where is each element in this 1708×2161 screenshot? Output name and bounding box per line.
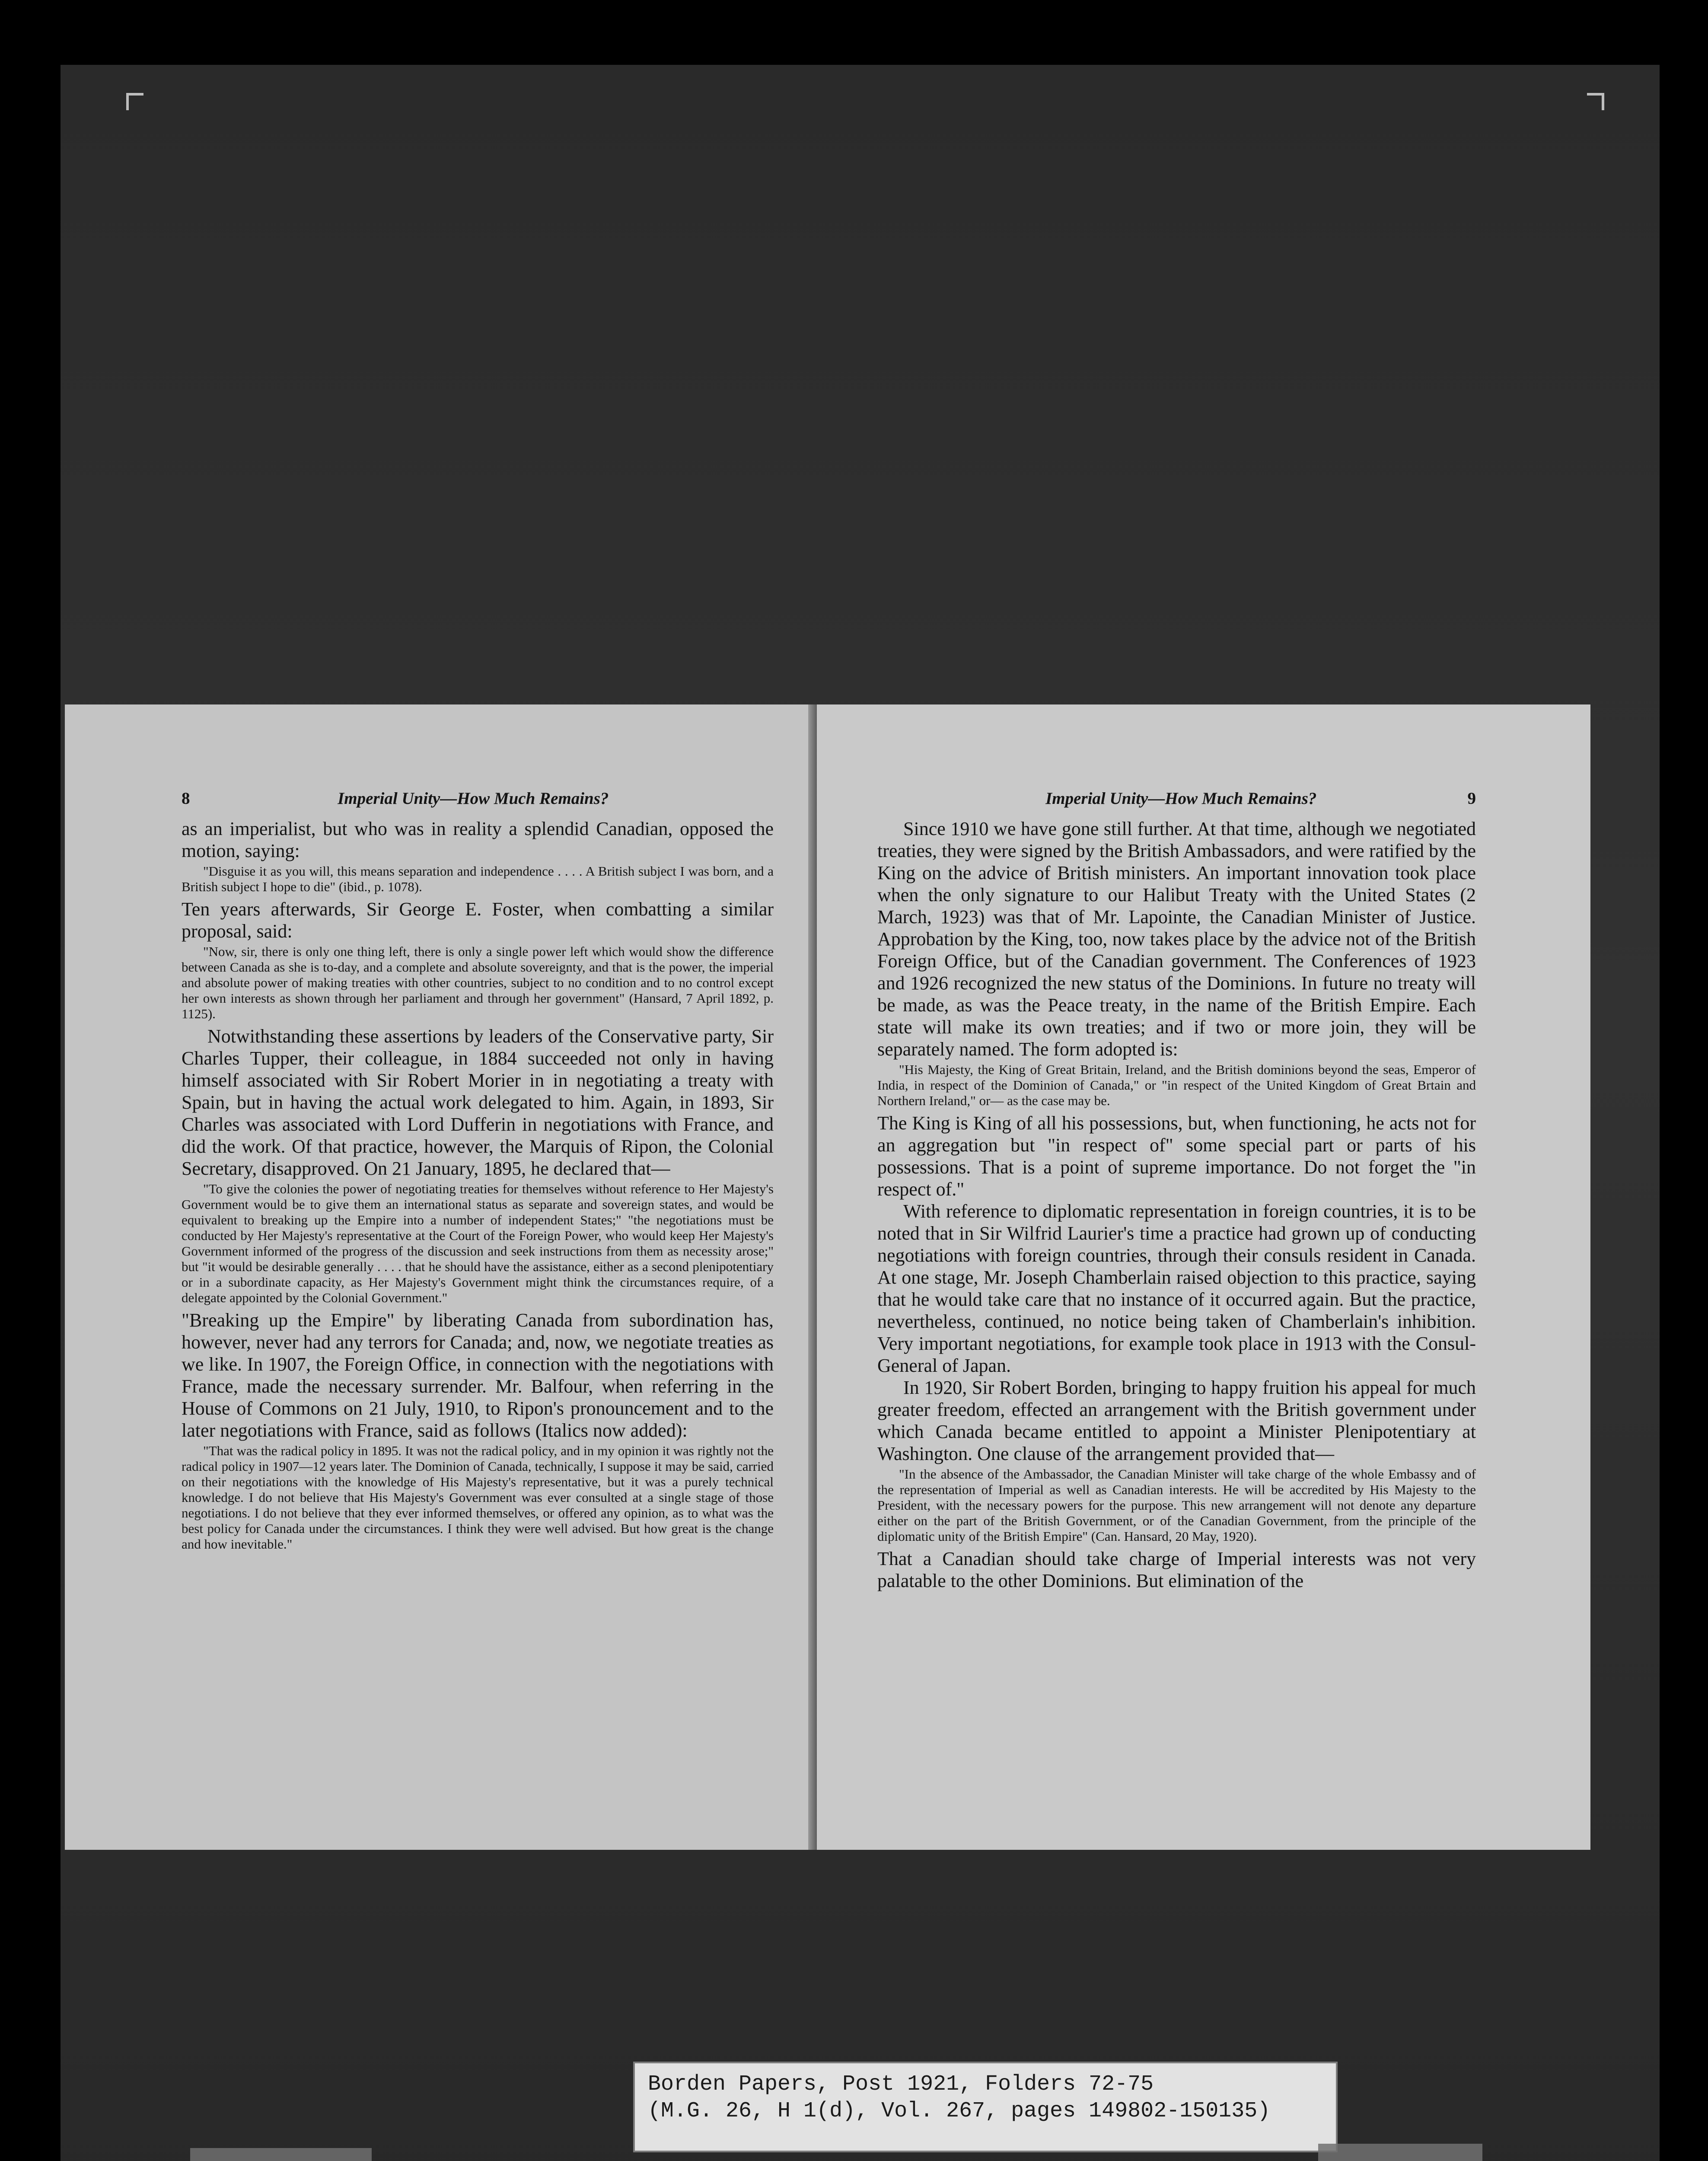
right-page-number: 9 (1467, 789, 1476, 808)
block-quote: "That was the radical policy in 1895. It was not the radical policy, and in my opinion it was rightly not the radical policy in 1907—12 years later. The Dominion of Canada, technically, I suppose it may be said, carried on their negotiations with the knowledge of His Majesty's representative, but it was a purely technical knowledge. I do not believe that His Majesty's Government was ever consulted at a single stage of those negotiations. I do not believe that they ever informed themselves, or offered any opinion, as to what was the best policy for Canada under the circumstances. I think they were well advised. But how great is the change and how inevitable." (182, 1443, 774, 1552)
paragraph: Ten years afterwards, Sir George E. Foster, when combatting a similar proposal, said: (182, 899, 774, 942)
paragraph: Notwithstanding these assertions by leaders of the Conservative party, Sir Charles Tupper, their colleague, in 1884 succeeded not only in having himself associated with Sir Robert Morier in in negotiating a treaty with Spain, but in having the actual work delegated to him. Again, in 1893, Sir Charles was associated with Lord Dufferin in negotiations with France, and did the work. Of that practice, however, the Marquis of Ripon, the Colonial Secretary, disapproved. On 21 January, 1895, he declared that— (182, 1026, 774, 1179)
block-quote: "His Majesty, the King of Great Britain, Ireland, and the British dominions beyond the seas, Emperor of India, in respect of the Dominion of Canada," or "in respect of the United Kingdom of Great Brtain and Northern Ireland," or— as the case may be. (877, 1062, 1476, 1108)
block-quote: "To give the colonies the power of negotiating treaties for themselves without reference to Her Majesty's Government would be to give them an international status as separate and sovereign states, and would be equivalent to breaking up the Empire into a number of independent States;" "the negotiations must be conducted by Her Majesty's representative at the Court of the Foreign Power, who would keep Her Majesty's Government informed of the progress of the discussion and seek instructions from them as necessity arose;" but "it would be desirable generally . . . . that he should have the assistance, either as a second plenipotentiary or in a subordinate capacity, as Her Majesty's Government might think the circumstances require, of a delegate appointed by the Colonial Government." (182, 1181, 774, 1305)
block-quote: "Now, sir, there is only one thing left, there is only a single power left which would show the difference between Canada as she is to-day, and a complete and absolute sovereignty, and that is the power, the imperial and absolute power of making treaties with other countries, subject to no condition and to no control except her own interests as shown through her parliament and through her government" (Hansard, 7 April 1892, p. 1125). (182, 944, 774, 1021)
archive-label-line1: Borden Papers, Post 1921, Folders 72-75 (648, 2072, 1154, 2097)
left-page-body (182, 818, 774, 1552)
archive-reference-label (633, 2062, 1338, 2152)
left-page (65, 704, 817, 1850)
paragraph: "Breaking up the Empire" by liberating Canada from subordination has, however, never had any terrors for Canada; and, now, we negotiate treaties as we like. In 1907, the Foreign Office, in connection with the negotiations with France, made the necessary surrender. Mr. Balfour, when referring in the House of Commons on 21 July, 1910, to Ripon's pronouncement and to the later negotiations with France, said as follows (Italics now added): (182, 1310, 774, 1441)
paragraph: In 1920, Sir Robert Borden, bringing to happy fruition his appeal for much greater freedom, effected an arrangement with the British government under which Canada became entitled to appoint a Minister Plenipotentiary at Washington. One clause of the arrangement provided that— (877, 1377, 1476, 1464)
block-quote: "In the absence of the Ambassador, the Canadian Minister will take charge of the whole Embassy and of the representation of Imperial as well as Canadian interests. He will be accredited by His Majesty to the President, with the necessary powers for the purpose. This new arrangement will not denote any departure either on the part of the British Government, or of the Canadian Government, from the principle of the diplomatic unity of the British Empire" (Can. Hansard, 20 May, 1920). (877, 1466, 1476, 1544)
right-running-title: Imperial Unity—How Much Remains? (1045, 789, 1317, 808)
right-page (817, 704, 1590, 1850)
corner-mark-top-right (1587, 93, 1604, 110)
archive-label-line2: (M.G. 26, H 1(d), Vol. 267, pages 149802-150135) (648, 2099, 1271, 2123)
right-running-head (877, 789, 1476, 808)
paragraph: The King is King of all his possessions, but, when functioning, he acts not for an aggregation but "in respect of" some special part or parts of his possessions. That is a point of supreme importance. Do not forget the "in respect of." (877, 1112, 1476, 1200)
paragraph: That a Canadian should take charge of Imperial interests was not very palatable to the other Dominions. But elimination of the (877, 1548, 1476, 1591)
block-quote: "Disguise it as you will, this means separation and independence . . . . A British subject I was born, and a British subject I hope to die" (ibid., p. 1078). (182, 864, 774, 894)
paragraph: With reference to diplomatic representation in foreign countries, it is to be noted that in Sir Wilfrid Laurier's time a practice had grown up of conducting negotiations with foreign countries, through their consuls resident in Canada. At one stage, Mr. Joseph Chamberlain raised objection to this practice, saying that he would take care that no instance of it occurred again. But the practice, nevertheless, continued, no notice being taken of Chamberlain's inhibition. Very important negotiations, for example took place in 1913 with the Consul-General of Japan. (877, 1201, 1476, 1376)
left-running-head (182, 789, 774, 808)
paragraph: as an imperialist, but who was in reality a splendid Canadian, opposed the motion, saying: (182, 818, 774, 861)
paragraph: Since 1910 we have gone still further. At that time, although we negotiated treaties, they were signed by the British Ambassadors, and were ratified by the King on the advice of British ministers. An important innovation took place when the only signature to our Halibut Treaty with the United States (2 March, 1923) was that of Mr. Lapointe, the Canadian Minister of Justice. Approbation by the King, too, now takes place by the advice not of the British Foreign Office, but of the Canadian government. The Conferences of 1923 and 1926 recognized the new status of the Dominions. In future no treaty will be made, as was the Peace treaty, in the name of the British Empire. Each state will make its own treaties; and if two or more join, they will be separately named. The form adopted is: (877, 818, 1476, 1060)
open-book (65, 704, 1590, 1850)
tape-strip-left (190, 2148, 372, 2161)
right-page-body (877, 818, 1476, 1592)
left-page-number: 8 (182, 789, 190, 808)
left-running-title: Imperial Unity—How Much Remains? (338, 789, 609, 808)
corner-mark-top-left (126, 93, 143, 110)
tape-strip-right (1318, 2144, 1482, 2161)
